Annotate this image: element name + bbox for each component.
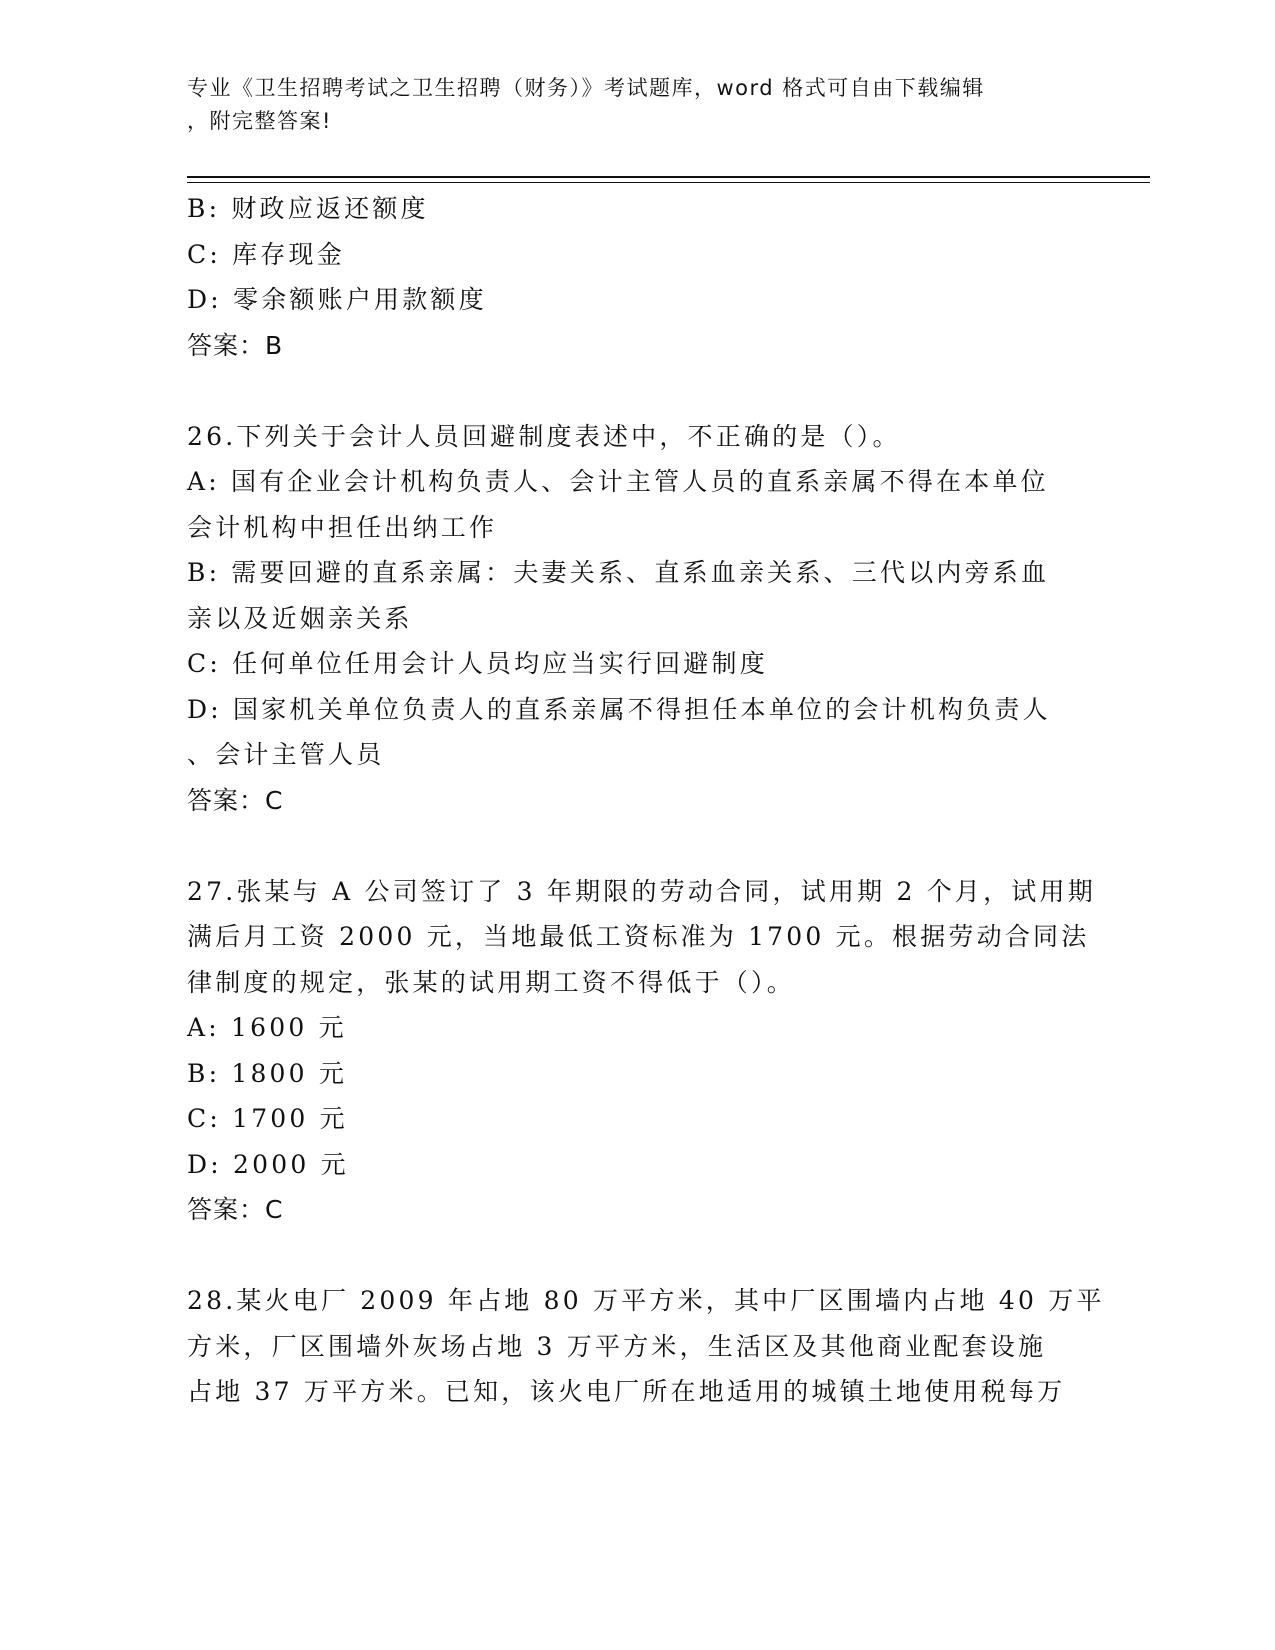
question-list — [187, 186, 1105, 1415]
answer: 答案：C — [187, 785, 284, 815]
question-stem: 26.下列关于会计人员回避制度表述中，不正确的是（）。 — [187, 421, 901, 451]
question-stem: 27.张某与 A 公司签订了 3 年期限的劳动合同，试用期 2 个月，试用期 — [187, 876, 1096, 906]
option-d: D: 国家机关单位负责人的直系亲属不得担任本单位的会计机构负责人 — [187, 694, 1051, 724]
option-a: A: 1600 元 — [187, 1013, 347, 1042]
spacer — [187, 1233, 1077, 1279]
page-header — [187, 72, 1067, 138]
answer: 答案：B — [187, 330, 284, 360]
option-b-continued: 亲以及近姻亲关系 — [187, 603, 413, 633]
question-28 — [187, 1278, 1105, 1415]
option-c: C: 1700 元 — [187, 1104, 348, 1133]
header-divider-thin — [187, 182, 1150, 183]
spacer — [187, 368, 1077, 414]
option-c: C: 任何单位任用会计人员均应当实行回避制度 — [187, 649, 768, 678]
question-stem-continued: 占地 37 万平方米。已知，该火电厂所在地适用的城镇土地使用税每万 — [187, 1377, 1066, 1406]
option-b: B: 需要回避的直系亲属：夫妻关系、直系血亲关系、三代以内旁系血 — [187, 558, 1050, 587]
question-26 — [187, 414, 1077, 824]
option-c: C: 库存现金 — [187, 239, 345, 269]
option-a: A: 国有企业会计机构负责人、会计主管人员的直系亲属不得在本单位 — [187, 467, 1049, 496]
header-title-line-2: ，附完整答案! — [187, 109, 332, 133]
option-b: B: 1800 元 — [187, 1058, 348, 1088]
question-stem-continued: 律制度的规定，张某的试用期工资不得低于（）。 — [187, 967, 795, 997]
header-divider-thick — [187, 176, 1150, 178]
option-b: B: 财政应返还额度 — [187, 194, 429, 223]
question-27 — [187, 869, 1096, 1233]
option-d: D: 零余额账户用款额度 — [187, 285, 487, 314]
question-25 — [187, 186, 1077, 368]
option-d-continued: 、会计主管人员 — [187, 740, 385, 769]
option-d: D: 2000 元 — [187, 1149, 349, 1179]
question-stem-continued: 满后月工资 2000 元，当地最低工资标准为 1700 元。根据劳动合同法 — [187, 922, 1090, 951]
option-a-continued: 会计机构中担任出纳工作 — [187, 512, 498, 542]
question-stem-continued: 方米，厂区围墙外灰场占地 3 万平方米，生活区及其他商业配套设施 — [187, 1331, 1047, 1361]
spacer — [187, 823, 1077, 869]
header-title-line-1: 专业《卫生招聘考试之卫生招聘（财务）》考试题库，word 格式可自由下载编辑 — [187, 76, 985, 100]
answer: 答案：C — [187, 1195, 284, 1224]
question-stem: 28.某火电厂 2009 年占地 80 万平方米，其中厂区围墙内占地 40 万平 — [187, 1286, 1105, 1315]
